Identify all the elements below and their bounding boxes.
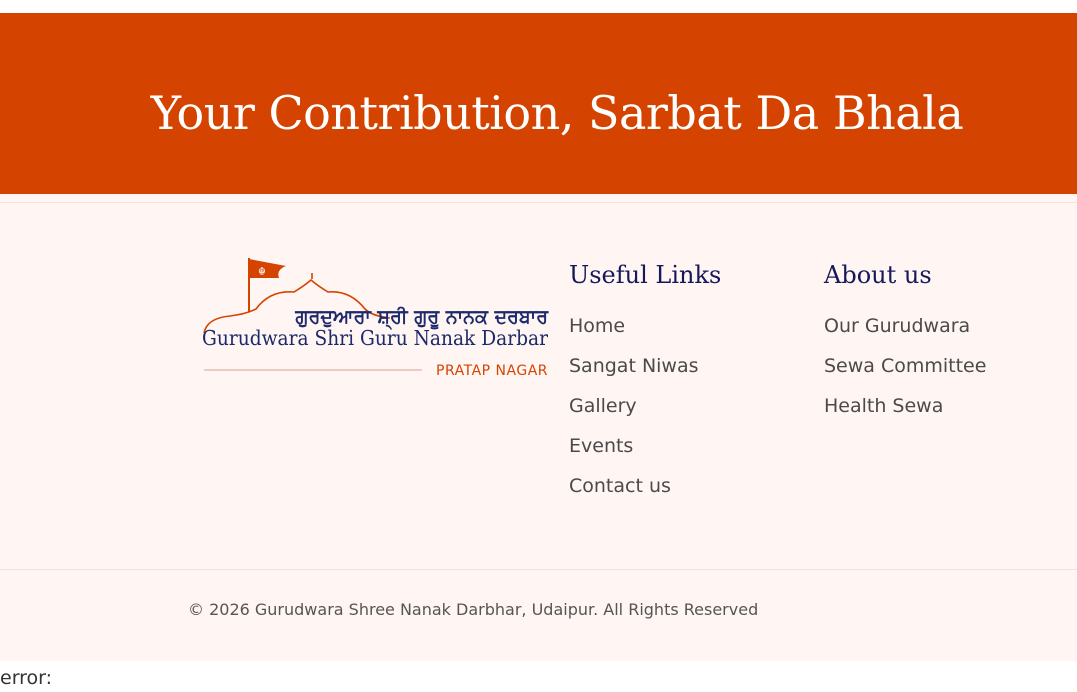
gurudwara-logo[interactable] — [200, 256, 550, 378]
footer-top-divider — [0, 202, 1077, 203]
link-home[interactable]: Home — [569, 315, 626, 337]
copyright-text: © 2026 Gurudwara Shree Nanak Darbhar, Udaipur. All Rights Reserved — [188, 600, 759, 619]
contribution-banner — [0, 13, 1077, 194]
useful-links-heading: Useful Links — [569, 261, 722, 289]
link-events[interactable]: Events — [569, 435, 634, 457]
logo-location-text: PRATAP NAGAR — [436, 363, 548, 378]
useful-links-list — [569, 306, 699, 506]
flag-icon — [249, 259, 286, 278]
site-footer — [0, 194, 1077, 661]
link-sewa-committee[interactable]: Sewa Committee — [824, 355, 987, 377]
link-health-sewa[interactable]: Health Sewa — [824, 395, 944, 417]
error-label: error: — [0, 667, 53, 689]
logo-punjabi-text: ਗੁਰਦੁਆਰਾ ਸ਼੍ਰੀ ਗੁਰੂ ਨਾਨਕ ਦਰਬਾਰ — [295, 306, 548, 328]
link-gallery[interactable]: Gallery — [569, 395, 637, 417]
footer-bottom-divider — [0, 569, 1077, 570]
about-us-heading: About us — [824, 261, 932, 289]
link-contact-us[interactable]: Contact us — [569, 475, 671, 497]
link-sangat-niwas[interactable]: Sangat Niwas — [569, 355, 699, 377]
link-our-gurudwara[interactable]: Our Gurudwara — [824, 315, 971, 337]
about-us-list — [824, 306, 986, 426]
khanda-icon: ☬ — [258, 265, 266, 278]
banner-title: Your Contribution, Sarbat Da Bhala — [150, 86, 964, 140]
logo-name-text: Gurudwara Shri Guru Nanak Darbar — [202, 326, 549, 350]
